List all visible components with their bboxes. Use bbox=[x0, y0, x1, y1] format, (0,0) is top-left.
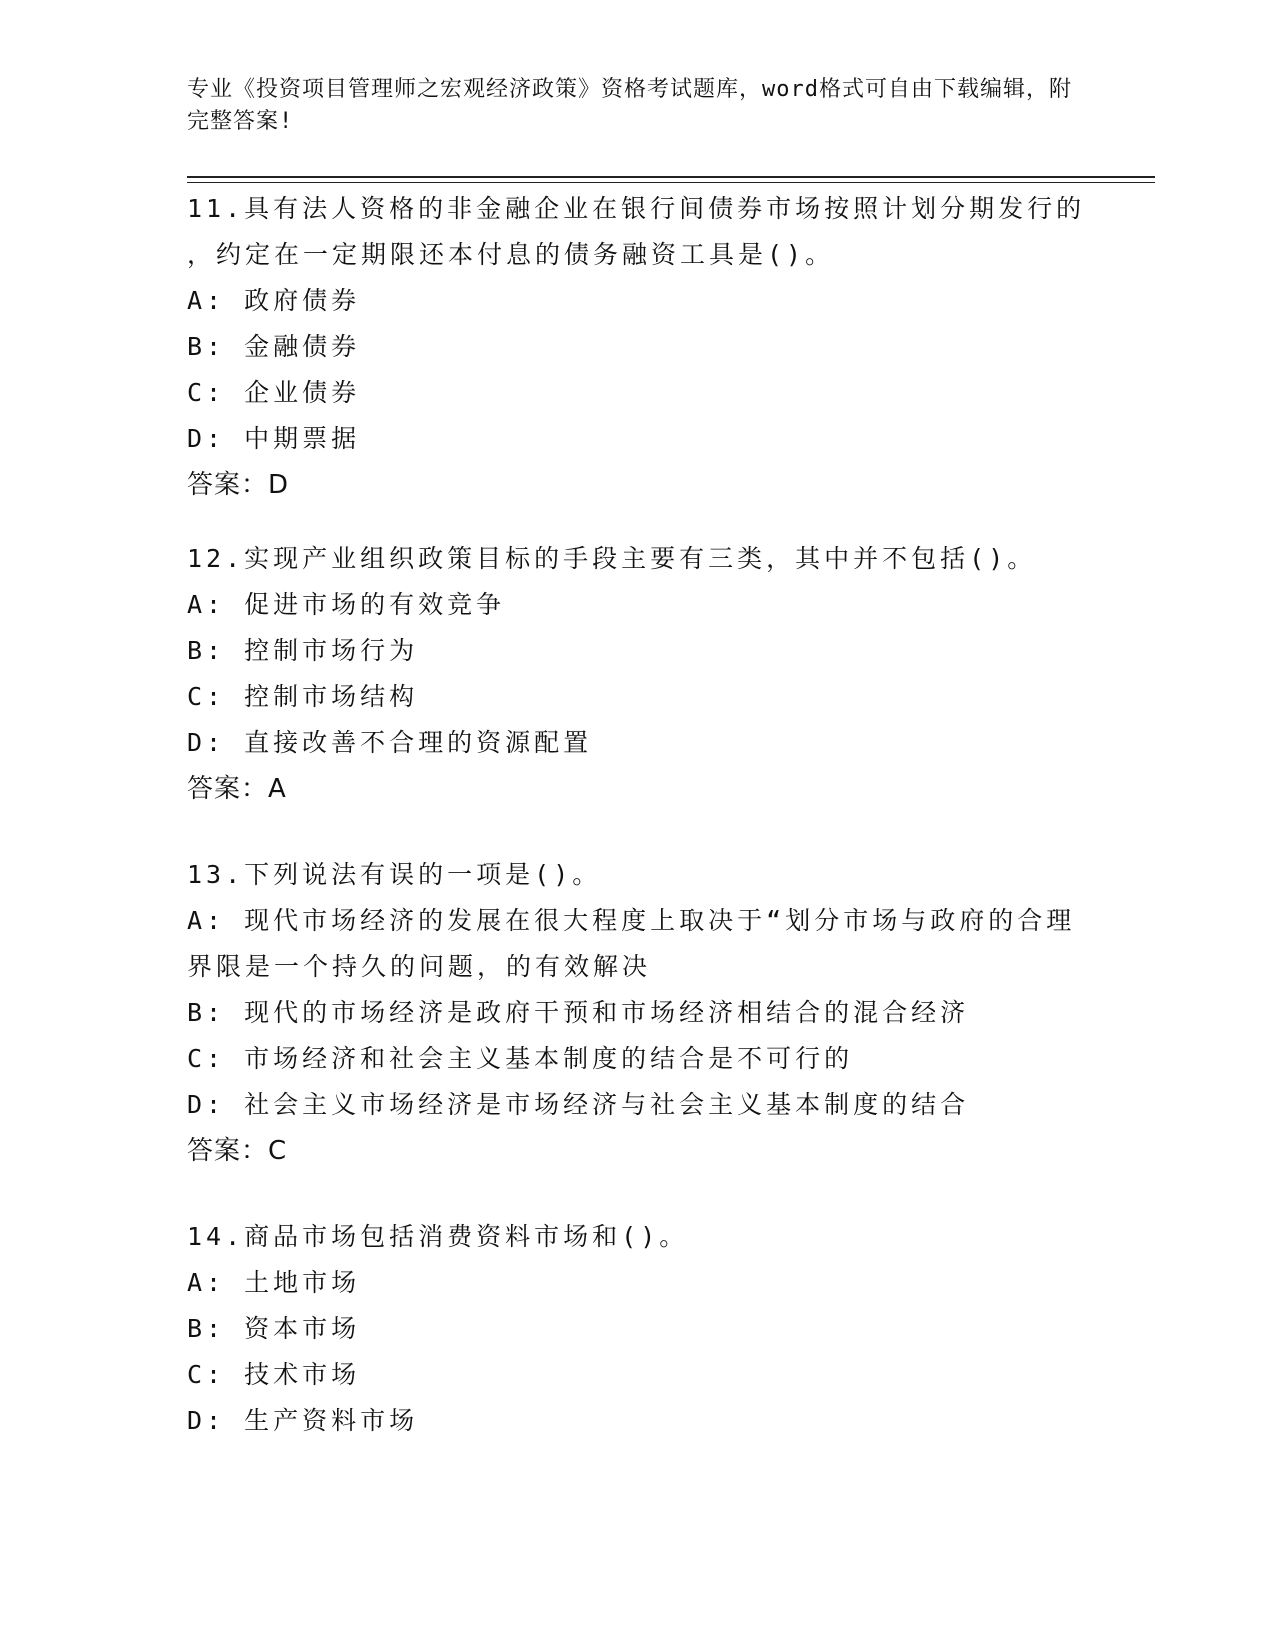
answer-label: 答案：A bbox=[187, 774, 287, 804]
question-12 bbox=[187, 536, 1087, 812]
question-stem-line: ，约定在一定期限还本付息的债务融资工具是()。 bbox=[187, 240, 835, 269]
option-d: D: 生产资料市场 bbox=[187, 1406, 419, 1435]
answer-label: 答案：D bbox=[187, 470, 290, 500]
question-11 bbox=[187, 186, 1087, 508]
option-b: B: 控制市场行为 bbox=[187, 636, 419, 665]
answer-label: 答案：C bbox=[187, 1136, 288, 1166]
question-14 bbox=[187, 1214, 1087, 1444]
question-stem-line: 13.下列说法有误的一项是()。 bbox=[187, 860, 602, 889]
option-c: C: 企业债券 bbox=[187, 378, 361, 407]
option-d: D: 直接改善不合理的资源配置 bbox=[187, 728, 593, 757]
option-b: B: 资本市场 bbox=[187, 1314, 361, 1343]
question-13 bbox=[187, 852, 1087, 1174]
option-a: A: 土地市场 bbox=[187, 1268, 361, 1297]
option-c: C: 控制市场结构 bbox=[187, 682, 419, 711]
option-a: A: 促进市场的有效竞争 bbox=[187, 590, 506, 619]
question-stem-line: 11.具有法人资格的非金融企业在银行间债券市场按照计划分期发行的 bbox=[187, 194, 1086, 223]
option-c: C: 技术市场 bbox=[187, 1360, 361, 1389]
option-c: C: 市场经济和社会主义基本制度的结合是不可行的 bbox=[187, 1044, 854, 1073]
option-d: D: 社会主义市场经济是市场经济与社会主义基本制度的结合 bbox=[187, 1090, 970, 1119]
document-intro: 专业《投资项目管理师之宏观经济政策》资格考试题库，word格式可自由下载编辑，附完整答案! bbox=[187, 77, 1072, 134]
question-stem-line: 14.商品市场包括消费资料市场和()。 bbox=[187, 1222, 689, 1251]
option-a-continued: 界限是一个持久的问题，的有效解决 bbox=[187, 952, 652, 981]
option-b: B: 金融债券 bbox=[187, 332, 361, 361]
question-stem-line: 12.实现产业组织政策目标的手段主要有三类，其中并不包括()。 bbox=[187, 544, 1037, 573]
header-divider-thick bbox=[187, 176, 1155, 178]
option-a: A: 政府债券 bbox=[187, 286, 361, 315]
option-d: D: 中期票据 bbox=[187, 424, 361, 453]
header-divider-thin bbox=[187, 182, 1155, 183]
option-a: A: 现代市场经济的发展在很大程度上取决于“划分市场与政府的合理 bbox=[187, 906, 1076, 935]
option-b: B: 现代的市场经济是政府干预和市场经济相结合的混合经济 bbox=[187, 998, 970, 1027]
